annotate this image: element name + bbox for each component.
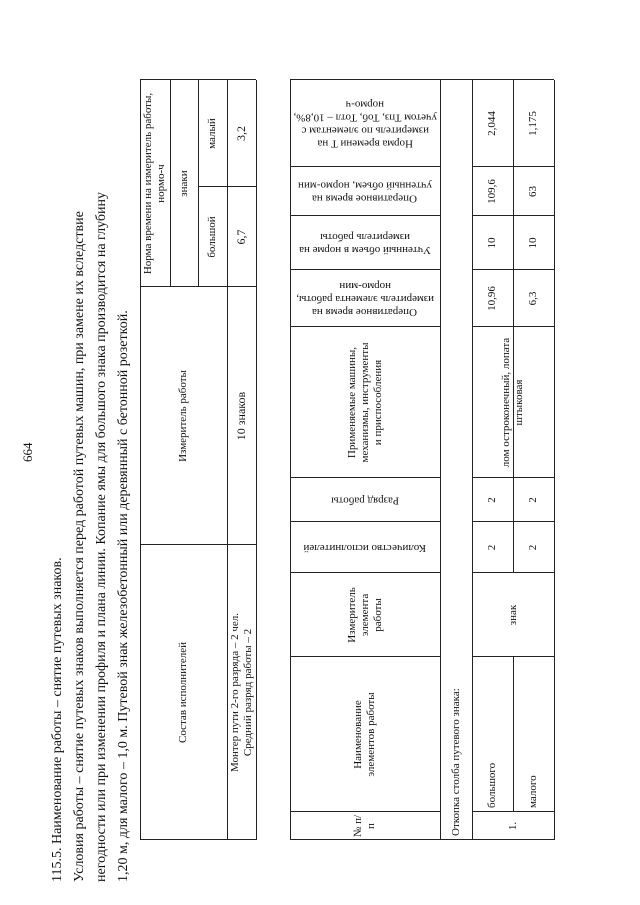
- tools-header: Применяемые машины, механизмы, инструменты и приспособления: [345, 342, 384, 463]
- count-small: 2: [527, 544, 539, 551]
- op-small: 6,3: [527, 291, 539, 306]
- row-name-small: малого: [527, 775, 539, 808]
- conditions-line-3: 1,20 м, для малого – 1,0 м. Путевой знак железобетонный или деревянный с бетонной розеткой.: [116, 310, 131, 882]
- small-norm-value: 3,2: [234, 126, 248, 141]
- norm-small: 1,175: [527, 111, 539, 136]
- page-number: 664: [20, 442, 35, 462]
- signs-header: знаки: [177, 170, 190, 197]
- crew-line-2: Средний разряд работы – 2: [241, 628, 254, 757]
- crew-line-1: Монтер пути 2-го разряда – 2 чел.: [228, 613, 241, 772]
- big-norm-value: 6,7: [234, 229, 248, 245]
- norm-big: 2,044: [486, 111, 498, 136]
- conditions-line-1: Условия работы – снятие путевых знаков выполняется перед работой путевых машин, при замене их вследствие: [72, 211, 87, 882]
- row-name-big: большого: [486, 762, 498, 808]
- group-row-label: Откопка столба путевого знака:: [449, 688, 462, 836]
- vol-big: 10: [486, 237, 498, 249]
- op-norm-small: 63: [527, 186, 539, 197]
- row-tools: лом остроконечный, лопата штыковая: [500, 337, 525, 468]
- count-big: 2: [486, 544, 498, 551]
- grade-small: 2: [527, 497, 539, 503]
- row-meter: знак: [506, 604, 519, 626]
- big-header: большой: [206, 216, 218, 258]
- crew-header: Состав исполнителей: [177, 642, 189, 743]
- name-header: Наименование элементов работы: [352, 692, 377, 777]
- row-number: 1.: [506, 821, 519, 831]
- op-time-header: Оперативное время на измеритель элемента работы, нормо-мин: [296, 280, 434, 318]
- rotated-page: [0, 2, 640, 902]
- small-header: малый: [206, 118, 218, 149]
- unit-header: Измеритель работы: [177, 370, 189, 462]
- grade-header: Разряд работы: [331, 494, 399, 507]
- grade-big: 2: [486, 497, 498, 503]
- norm-volume-header: Учтенный объем в норме на измеритель работы: [299, 231, 431, 256]
- op-time-norm-header: Оперативное время на учтенный объем, нормо-мин: [298, 179, 432, 205]
- conditions-line-2: негодности или при изменении профиля и плана линии. Копание ямы для большого знака производится на глубину: [94, 192, 109, 882]
- vol-small: 10: [527, 237, 539, 249]
- norm-t-header: Норма времени Т на измеритель по элементам с учетом Тпз, Тоб, Тотл – 10,8%, нормо-ч: [293, 98, 437, 150]
- norm-header: Норма времени на измеритель работы, нормо-ч: [142, 92, 167, 275]
- count-header: Количество исполнителей: [303, 542, 427, 554]
- meter-header: Измеритель элемента работы: [345, 587, 384, 643]
- num-header: № п/п: [352, 814, 377, 838]
- op-big: 10,96: [486, 286, 498, 311]
- op-norm-big: 109,6: [486, 179, 498, 204]
- unit-value: 10 знаков: [234, 391, 248, 441]
- section-title: 115.5. Наименование работы – снятие путевых знаков.: [50, 557, 65, 882]
